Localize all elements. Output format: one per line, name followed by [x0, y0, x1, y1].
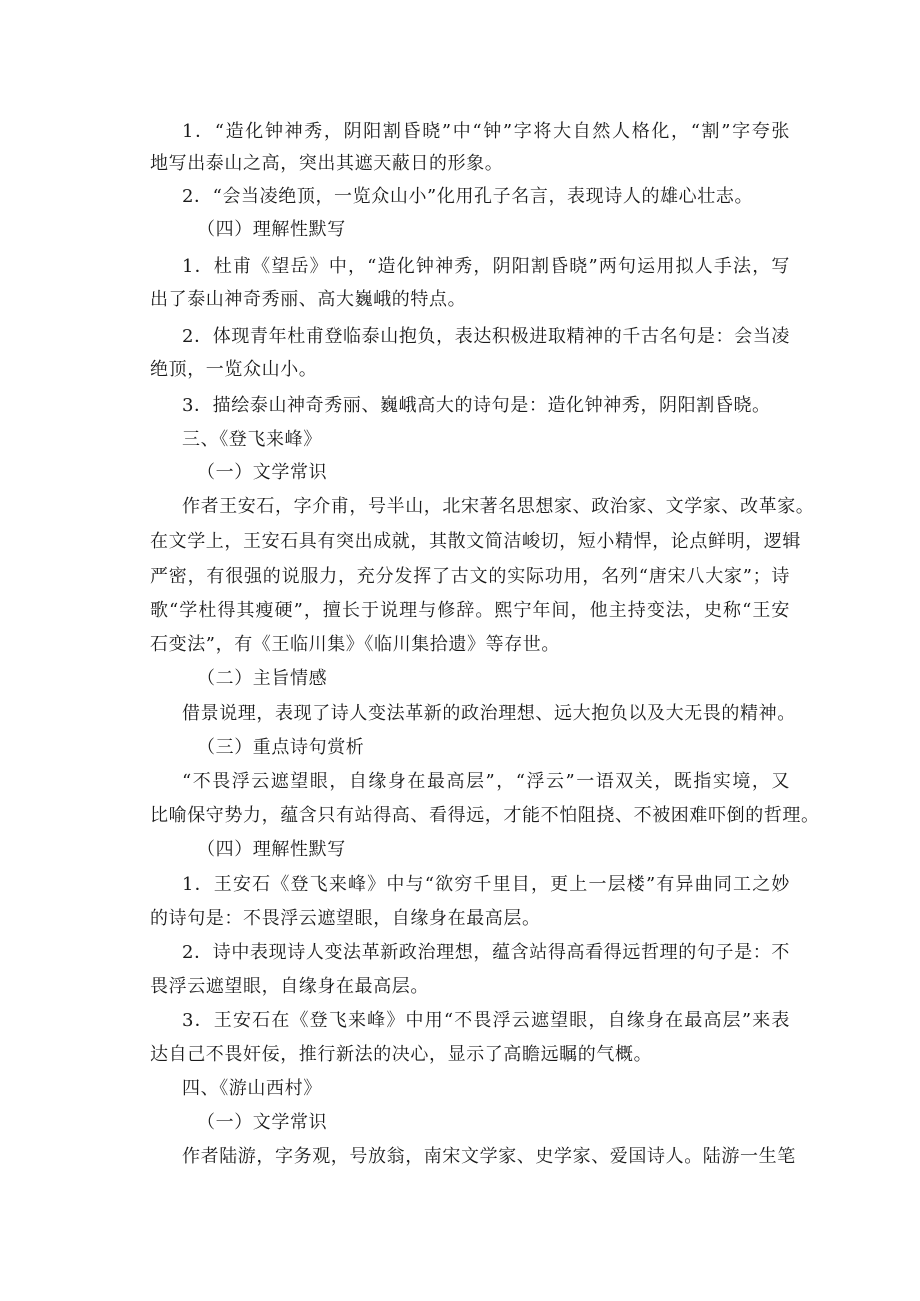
section-heading: （一）文学常识 [197, 462, 328, 483]
text-line: 石变法”，有《王临川集》《临川集拾遗》等存世。 [150, 634, 560, 655]
text-line: 地写出泰山之高，突出其遮天蔽日的形象。 [150, 153, 504, 174]
text-line: 3．王安石在《登飞来峰》中用“不畏浮云遮望眼，自缘身在最高层”来表 [182, 1010, 790, 1031]
text-line: 绝顶，一览众山小。 [150, 359, 318, 380]
section-heading: （二）主旨情感 [197, 668, 328, 689]
text-line: “不畏浮云遮望眼，自缘身在最高层”，“浮云”一语双关，既指实境，又 [182, 771, 790, 792]
text-line: 比喻保守势力，蕴含只有站得高、看得远，才能不怕阻挠、不被困难吓倒的哲理。 [150, 805, 820, 826]
section-heading: （四）理解性默写 [197, 839, 346, 860]
text-line: 歌“学杜得其瘦硬”，擅长于说理与修辞。熙宁年间，他主持变法，史称“王安 [150, 600, 790, 621]
text-line: 1．王安石《登飞来峰》中与“欲穷千里目，更上一层楼”有异曲同工之妙 [182, 874, 790, 895]
section-heading: 三、《登飞来峰》 [182, 429, 322, 450]
text-line: 借景说理，表现了诗人变法革新的政治理想、远大抱负以及大无畏的精神。 [182, 703, 796, 724]
section-heading: （四）理解性默写 [197, 219, 346, 240]
text-line: 3．描绘泰山神奇秀丽、巍峨高大的诗句是：造化钟神秀，阴阳割昏晓。 [182, 395, 771, 416]
text-line: 2．“会当凌绝顶，一览众山小”化用孔子名言，表现诗人的雄心壮志。 [182, 186, 754, 207]
text-line: 1．“造化钟神秀，阴阳割昏晓”中“钟”字将大自然人格化，“割”字夸张 [182, 121, 790, 142]
text-line: 出了泰山神奇秀丽、高大巍峨的特点。 [150, 289, 467, 310]
text-line: 严密，有很强的说服力，充分发挥了古文的实际功用，名列“唐宋八大家”；诗 [150, 566, 790, 587]
text-line: 在文学上，王安石具有突出成就，其散文简洁峻切，短小精悍，论点鲜明，逻辑 [150, 531, 801, 552]
text-line: 作者陆游，字务观，号放翁，南宋文学家、史学家、爱国诗人。陆游一生笔 [182, 1146, 796, 1167]
text-line: 作者王安石，字介甫，号半山，北宋著名思想家、政治家、文学家、改革家。 [182, 496, 815, 517]
section-heading: （一）文学常识 [197, 1112, 328, 1133]
text-line: 2．体现青年杜甫登临泰山抱负，表达积极进取精神的千古名句是：会当凌 [182, 326, 790, 347]
text-line: 1．杜甫《望岳》中，“造化钟神秀，阴阳割昏晓”两句运用拟人手法，写 [182, 256, 790, 277]
text-line: 畏浮云遮望眼，自缘身在最高层。 [150, 976, 429, 997]
section-heading: 四、《游山西村》 [182, 1078, 322, 1099]
text-line: 的诗句是：不畏浮云遮望眼，自缘身在最高层。 [150, 908, 541, 929]
text-line: 2．诗中表现诗人变法革新政治理想，蕴含站得高看得远哲理的句子是：不 [182, 942, 790, 963]
text-line: 达自己不畏奸佞，推行新法的决心，显示了高瞻远瞩的气概。 [150, 1044, 653, 1065]
section-heading: （三）重点诗句赏析 [197, 737, 365, 758]
